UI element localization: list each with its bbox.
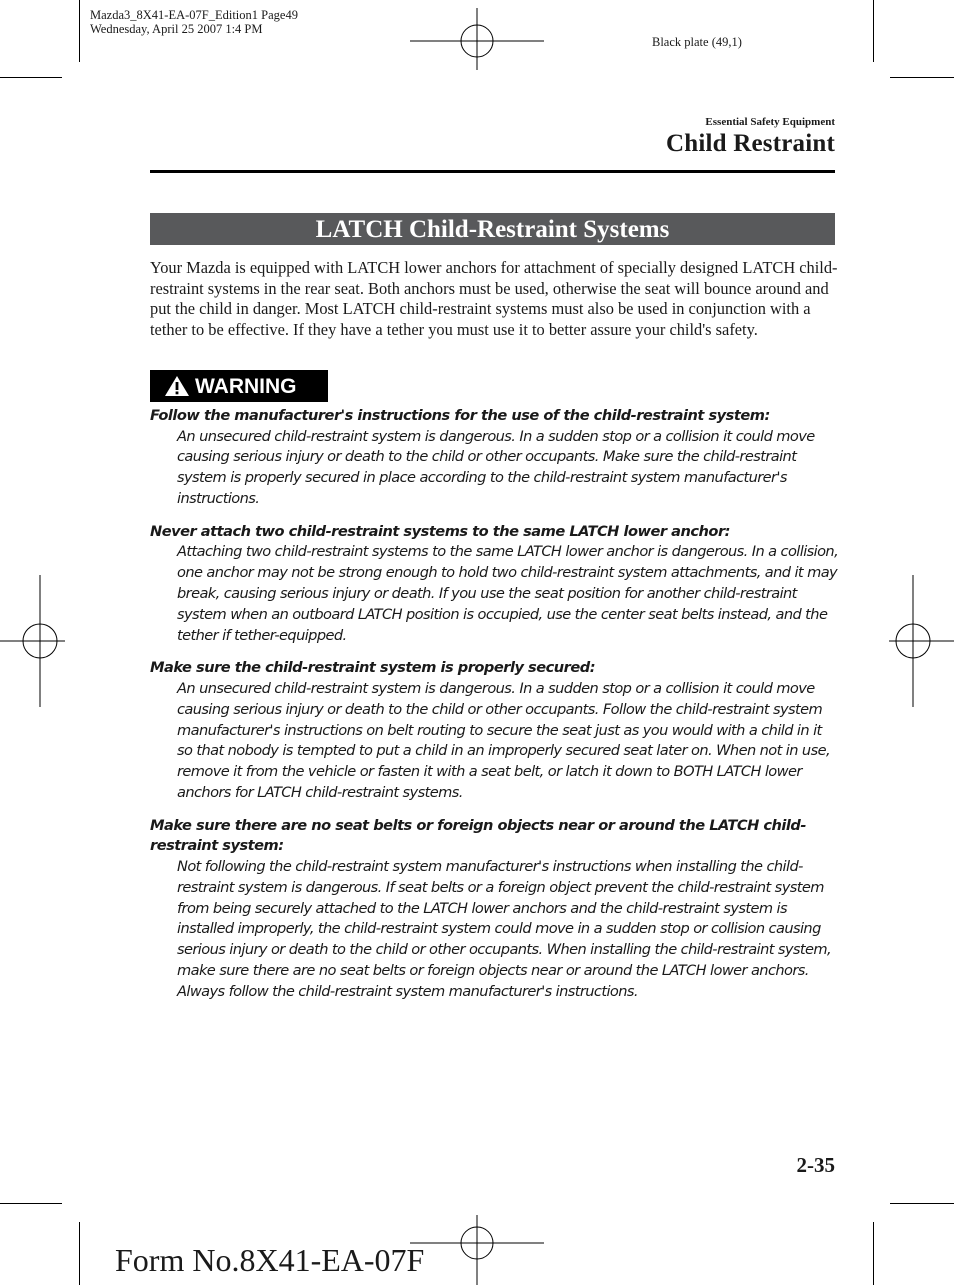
registration-mark-bottom xyxy=(410,1215,544,1285)
registration-mark-top xyxy=(410,8,544,70)
warning-body: Not following the child-restraint system manufacturer's instructions when installing the child-restraint system is dangerous. If seat belts or a foreign object prevent the child-restraint system from being securely attached to the LATCH lower anchors and the child-restraint system is installed improperly, the child-restraint system could move in a sudden stop or collision causing serious injury or death to the child or other occupants. When installing the child-restraint system, make sure there are no seat belts or foreign objects near or around the LATCH lower anchors. Always follow the child-restraint system manufacturer's instructions. xyxy=(177,857,832,1000)
registration-mark-right xyxy=(884,575,954,707)
print-info-date: Wednesday, April 25 2007 1:4 PM xyxy=(90,22,263,36)
plate-info: Black plate (49,1) xyxy=(652,35,742,49)
registration-mark-left xyxy=(0,575,70,707)
warning-label: WARNING xyxy=(195,375,297,398)
warning-item xyxy=(150,406,840,510)
warning-item xyxy=(150,816,840,1003)
intro-paragraph: Your Mazda is equipped with LATCH lower anchors for attachment of specially designed LATCH child-restraint systems in the rear seat. Both anchors must be used, otherwise the seat will bounce around and put the child in danger. Most LATCH child-restraint systems must also be used in conjunction with a tether to be effective. If they have a tether you must use it to better assure your child's safety. xyxy=(150,258,838,339)
warning-body: Attaching two child-restraint systems to the same LATCH lower anchor is dangerous. In a collision, one anchor may not be strong enough to hold two child-restraint system attachments, and it may break, causing serious injury or death. If you use the seat position for another child-restraint system when an outboard LATCH position is occupied, use the center seat belts instead, and the tether if tether-equipped. xyxy=(177,543,839,644)
page-title: Child Restraint xyxy=(666,130,835,157)
warning-body: An unsecured child-restraint system is dangerous. In a sudden stop or a collision it could move causing serious injury or death to the child or other occupants. Make sure the child-restraint system is properly secured in place according to the child-restraint system manufacturer's instructions. xyxy=(177,427,815,507)
warning-heading: Never attach two child-restraint systems to the same LATCH lower anchor: xyxy=(150,522,730,540)
warning-body: An unsecured child-restraint system is dangerous. In a sudden stop or a collision it could move causing serious injury or death to the child or other occupants. Follow the child-restraint system manufacturer's instructions on belt routing to secure the seat just as you would with a child in it so that nobody is tempted to put a child in an improperly secured seat later on. When not in use, remove it from the vehicle or fasten it with a seat belt, or latch it down to BOTH LATCH lower anchors for LATCH child-restraint systems. xyxy=(177,679,830,801)
print-info-file: Mazda3_8X41-EA-07F_Edition1 Page49 xyxy=(90,8,298,22)
warning-item xyxy=(150,658,840,803)
section-banner: LATCH Child-Restraint Systems xyxy=(150,213,835,245)
warning-heading: Make sure there are no seat belts or foreign objects near or around the LATCH child-restraint system: xyxy=(150,816,806,855)
print-info xyxy=(90,8,298,36)
page-number: 2-35 xyxy=(796,1153,835,1177)
warning-heading: Make sure the child-restraint system is properly secured: xyxy=(150,659,596,677)
warning-triangle-icon xyxy=(164,375,190,397)
warning-label-box xyxy=(150,370,328,402)
form-number: Form No.8X41-EA-07F xyxy=(115,1242,425,1278)
title-rule xyxy=(150,170,835,173)
warning-item xyxy=(150,522,840,647)
section-label: Essential Safety Equipment xyxy=(705,116,835,128)
warning-heading: Follow the manufacturer's instructions for the use of the child-restraint system: xyxy=(150,407,770,424)
warning-list xyxy=(150,406,840,1015)
